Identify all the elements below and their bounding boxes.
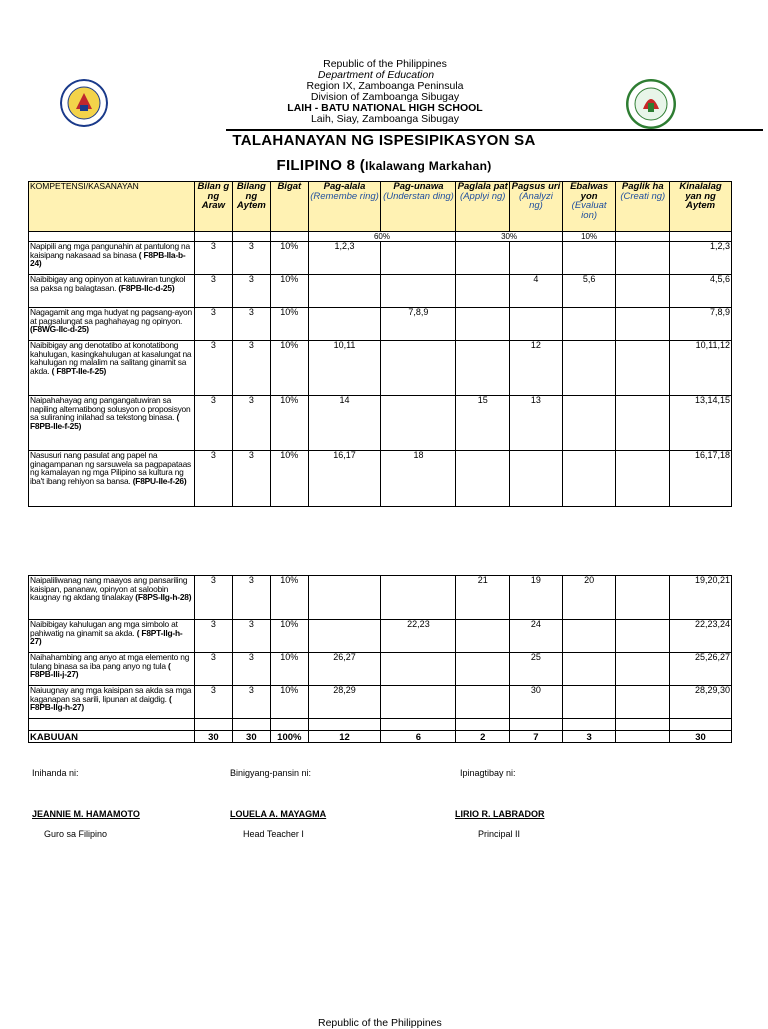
header-remember — [308, 182, 381, 232]
cell-analyze: 30 — [510, 686, 563, 719]
approved-by-name: LIRIO R. LABRADOR — [455, 809, 545, 819]
competency-text: Naipaliliwanag nang maayos ang pansariling kaisipan, pananaw, opinyon at saloobin kaugnay ng akdang tinalakay — [30, 575, 188, 603]
cell-apply — [456, 242, 510, 275]
cell-evaluate — [562, 341, 616, 396]
total-weight: 100% — [271, 731, 308, 743]
cell-items: 3 — [232, 341, 270, 396]
cell-understand: 22,23 — [381, 620, 456, 653]
cell-create — [616, 686, 670, 719]
cell-placement: 13,14,15 — [670, 396, 732, 451]
competency-cell — [29, 275, 195, 308]
cell-evaluate — [562, 242, 616, 275]
cell-remember: 1,2,3 — [308, 242, 381, 275]
cell-understand — [381, 341, 456, 396]
table-row — [29, 620, 732, 653]
cell-weight: 10% — [271, 620, 308, 653]
cell-remember: 16,17 — [308, 451, 381, 507]
cell-weight: 10% — [271, 242, 308, 275]
cell-understand — [381, 396, 456, 451]
cell-remember: 28,29 — [308, 686, 381, 719]
header-items: Bilang ng Aytem — [232, 182, 270, 232]
cell-evaluate — [562, 653, 616, 686]
pct-lots: 60% — [308, 232, 456, 242]
cell-apply — [456, 620, 510, 653]
cell-placement: 22,23,24 — [670, 620, 732, 653]
cell-weight: 10% — [271, 396, 308, 451]
header-division: Division of Zamboanga Sibugay — [310, 91, 460, 103]
table-row — [29, 242, 732, 275]
total-row — [29, 731, 732, 743]
competency-code: ( F8PT-IIg-h-27) — [30, 627, 183, 647]
cell-remember: 26,27 — [308, 653, 381, 686]
cell-apply: 21 — [456, 576, 510, 620]
cell-days: 3 — [195, 451, 232, 507]
competency-code: ( F8PB-IIe-f-25) — [30, 412, 180, 431]
blank-row — [29, 719, 732, 731]
competency-cell — [29, 620, 195, 653]
competency-text: Naiuugnay ang mga kaisipan sa akda sa mga kaganapan sa sarili, lipunan at daigdig. — [30, 685, 192, 704]
cell-items: 3 — [232, 308, 270, 341]
header-apply-en: (Applyi ng) — [460, 190, 506, 202]
header-weight: Bigat — [271, 182, 308, 232]
cell-placement: 28,29,30 — [670, 686, 732, 719]
cell-placement: 7,8,9 — [670, 308, 732, 341]
table-row — [29, 451, 732, 507]
competency-code: (F8PU-IIe-f-26) — [132, 475, 187, 486]
header-remember-fil: Pag-alala — [323, 181, 366, 192]
pct-hots: 10% — [562, 232, 616, 242]
cell-create — [616, 308, 670, 341]
header-region: Region IX, Zamboanga Peninsula — [306, 80, 464, 92]
cell-days: 3 — [195, 308, 232, 341]
cell-analyze — [510, 242, 563, 275]
cell-items: 3 — [232, 451, 270, 507]
percentage-row — [29, 232, 732, 242]
cell-create — [616, 576, 670, 620]
cell-analyze: 25 — [510, 653, 563, 686]
total-placement: 30 — [670, 731, 732, 743]
cell-understand — [381, 275, 456, 308]
cell-placement: 10,11,12 — [670, 341, 732, 396]
table-row — [29, 396, 732, 451]
noted-by-name: LOUELA A. MAYAGMA — [230, 809, 327, 819]
cell-items: 3 — [232, 275, 270, 308]
cell-days: 3 — [195, 620, 232, 653]
header-understand-fil: Pag-unawa — [393, 181, 444, 192]
cell-weight: 10% — [271, 686, 308, 719]
prepared-by-name: JEANNIE M. HAMAMOTO — [32, 809, 140, 819]
header-placement: Kinalalag yan ng Aytem — [670, 182, 732, 232]
cell-days: 3 — [195, 242, 232, 275]
header-understand-en: (Understan ding) — [383, 190, 454, 202]
header-apply — [456, 182, 510, 232]
competency-code: ( F8PB-IIi-j-27) — [30, 660, 171, 680]
cell-weight: 10% — [271, 308, 308, 341]
subtitle-main: FILIPINO 8 ( — [276, 157, 366, 174]
competency-cell — [29, 308, 195, 341]
cell-placement: 1,2,3 — [670, 242, 732, 275]
noted-by-title: Head Teacher I — [243, 829, 304, 839]
cell-apply — [456, 686, 510, 719]
document-header — [200, 59, 570, 125]
header-evaluate-en: (Evaluat ion) — [571, 200, 607, 221]
cell-analyze: 24 — [510, 620, 563, 653]
header-analyze-en: (Analyzi ng) — [519, 190, 553, 211]
header-create-en: (Creati ng) — [620, 190, 666, 202]
specification-table-page1 — [28, 181, 732, 507]
cell-create — [616, 275, 670, 308]
header-republic: Republic of the Philippines — [323, 58, 447, 70]
division-seal-logo — [626, 79, 676, 129]
total-remember: 12 — [308, 731, 381, 743]
header-department: Department of Education — [317, 69, 435, 81]
cell-understand — [381, 686, 456, 719]
competency-code: (F8PS-IIg-h-28) — [135, 592, 192, 603]
total-items: 30 — [232, 731, 270, 743]
table-row — [29, 308, 732, 341]
competency-text: Naibibigay ang denotatibo at konotatibong kahulugan, kasingkahulugan at kasalungat na kahulugan ng malalim na salitang ginamit sa akda. — [30, 340, 192, 376]
cell-days: 3 — [195, 686, 232, 719]
cell-items: 3 — [232, 653, 270, 686]
cell-remember — [308, 275, 381, 308]
cell-understand: 18 — [381, 451, 456, 507]
total-evaluate: 3 — [562, 731, 616, 743]
cell-days: 3 — [195, 396, 232, 451]
cell-evaluate: 20 — [562, 576, 616, 620]
approved-by-title: Principal II — [478, 829, 521, 839]
competency-text: Nasusuri nang pasulat ang papel na ginagampanan ng sarsuwela sa pagpapataas ng kamalayan ng mga Pilipino sa kultura ng iba't ibang rehiyon sa bansa. — [30, 450, 192, 486]
table-row — [29, 341, 732, 396]
competency-text: Naibibigay ang opinyon at katuwiran tungkol sa paksa ng balagtasan. — [30, 274, 186, 293]
cell-apply — [456, 275, 510, 308]
header-create-fil: Paglik ha — [621, 181, 664, 192]
cell-weight: 10% — [271, 653, 308, 686]
header-apply-fil: Paglala pat — [457, 181, 508, 192]
header-understand — [381, 182, 456, 232]
competency-cell — [29, 451, 195, 507]
cell-create — [616, 341, 670, 396]
header-remember-en: (Remembe ring) — [310, 190, 379, 202]
cell-remember — [308, 620, 381, 653]
cell-placement: 4,5,6 — [670, 275, 732, 308]
competency-cell — [29, 576, 195, 620]
cell-items: 3 — [232, 396, 270, 451]
cell-understand — [381, 576, 456, 620]
table-row — [29, 275, 732, 308]
cell-remember — [308, 308, 381, 341]
header-school: LAIH - BATU NATIONAL HIGH SCHOOL — [287, 102, 483, 114]
competency-text: Naihahambing ang anyo at mga elemento ng tulang binasa sa iba pang anyo ng tula — [30, 652, 190, 671]
cell-analyze: 13 — [510, 396, 563, 451]
header-days: Bilan g ng Araw — [195, 182, 232, 232]
competency-code: ( F8PB-IIg-h-27) — [30, 693, 172, 713]
cell-apply — [456, 308, 510, 341]
header-create — [616, 182, 670, 232]
cell-understand — [381, 242, 456, 275]
competency-cell — [29, 341, 195, 396]
cell-apply — [456, 653, 510, 686]
header-address: Laih, Siay, Zamboanga Sibugay — [310, 113, 460, 125]
cell-understand — [381, 653, 456, 686]
approved-by-label: Ipinagtibay ni: — [460, 768, 516, 778]
competency-cell — [29, 686, 195, 719]
cell-evaluate — [562, 308, 616, 341]
total-label: KABUUAN — [29, 731, 195, 743]
header-evaluate-fil: Ebalwas yon — [570, 181, 609, 202]
cell-remember: 14 — [308, 396, 381, 451]
competency-text: Napipili ang mga pangunahin at pantulong na kaisipang nakasaad sa binasa — [30, 241, 190, 260]
total-understand: 6 — [381, 731, 456, 743]
cell-analyze — [510, 451, 563, 507]
table-header-row — [29, 182, 732, 232]
cell-days: 3 — [195, 341, 232, 396]
document-title: TALAHANAYAN NG ISPESIPIKASYON SA — [232, 132, 536, 149]
cell-items: 3 — [232, 242, 270, 275]
total-apply: 2 — [456, 731, 510, 743]
cell-analyze: 19 — [510, 576, 563, 620]
cell-items: 3 — [232, 576, 270, 620]
competency-code: (F8PB-IIc-d-25) — [118, 282, 175, 293]
cell-analyze: 12 — [510, 341, 563, 396]
pct-mid: 30% — [456, 232, 562, 242]
cell-evaluate — [562, 620, 616, 653]
competency-code: (F8WG-IIc-d-25) — [30, 324, 89, 335]
header-rule — [226, 129, 763, 131]
competency-cell — [29, 396, 195, 451]
cell-weight: 10% — [271, 451, 308, 507]
header-analyze — [510, 182, 563, 232]
competency-cell — [29, 653, 195, 686]
table-body-page2 — [29, 576, 732, 719]
table-row — [29, 576, 732, 620]
cell-remember: 10,11 — [308, 341, 381, 396]
competency-text: Nagagamit ang mga hudyat ng pagsang-ayon at pagsalungat sa paghahayag ng opinyon. — [30, 307, 192, 326]
cell-create — [616, 620, 670, 653]
cell-weight: 10% — [271, 576, 308, 620]
cell-analyze — [510, 308, 563, 341]
table-row — [29, 653, 732, 686]
next-page-header-cut: Republic of the Philippines — [318, 1017, 442, 1029]
competency-cell — [29, 242, 195, 275]
deped-seal-logo — [60, 79, 108, 127]
cell-evaluate — [562, 686, 616, 719]
competency-code: ( F8PT-IIe-f-25) — [51, 365, 107, 376]
cell-evaluate — [562, 396, 616, 451]
cell-apply — [456, 341, 510, 396]
cell-items: 3 — [232, 620, 270, 653]
table-row — [29, 686, 732, 719]
cell-create — [616, 242, 670, 275]
cell-placement: 25,26,27 — [670, 653, 732, 686]
subtitle-quarter: Ikalawang Markahan) — [365, 159, 492, 173]
cell-days: 3 — [195, 275, 232, 308]
header-evaluate — [562, 182, 616, 232]
header-analyze-fil: Pagsus uri — [511, 181, 561, 192]
prepared-by-label: Inihanda ni: — [32, 768, 79, 778]
cell-remember — [308, 576, 381, 620]
document-subtitle — [0, 157, 768, 174]
competency-text: Naibibigay kahulugan ang mga simbolo at pahiwatig na ginamit sa akda. — [30, 619, 178, 638]
cell-days: 3 — [195, 576, 232, 620]
cell-weight: 10% — [271, 341, 308, 396]
cell-evaluate: 5,6 — [562, 275, 616, 308]
cell-days: 3 — [195, 653, 232, 686]
total-days: 30 — [195, 731, 232, 743]
specification-table-page2 — [28, 575, 732, 743]
cell-evaluate — [562, 451, 616, 507]
cell-create — [616, 396, 670, 451]
cell-apply: 15 — [456, 396, 510, 451]
total-create — [616, 731, 670, 743]
cell-apply — [456, 451, 510, 507]
cell-placement: 16,17,18 — [670, 451, 732, 507]
cell-analyze: 4 — [510, 275, 563, 308]
competency-code: ( F8PB-IIa-b-24) — [30, 249, 186, 269]
header-competency: KOMPETENSI/KASANAYAN — [29, 182, 195, 232]
cell-understand: 7,8,9 — [381, 308, 456, 341]
total-analyze: 7 — [510, 731, 563, 743]
noted-by-label: Binigyang-pansin ni: — [230, 768, 312, 778]
cell-create — [616, 653, 670, 686]
cell-create — [616, 451, 670, 507]
cell-weight: 10% — [271, 275, 308, 308]
cell-items: 3 — [232, 686, 270, 719]
competency-text: Naipahahayag ang pangangatuwiran sa napiling alternatibong solusyon o proposisyon sa suliraning inilahad sa tekstong binasa. — [30, 395, 191, 423]
prepared-by-title: Guro sa Filipino — [44, 829, 108, 839]
table-body-page1 — [29, 242, 732, 507]
cell-placement: 19,20,21 — [670, 576, 732, 620]
